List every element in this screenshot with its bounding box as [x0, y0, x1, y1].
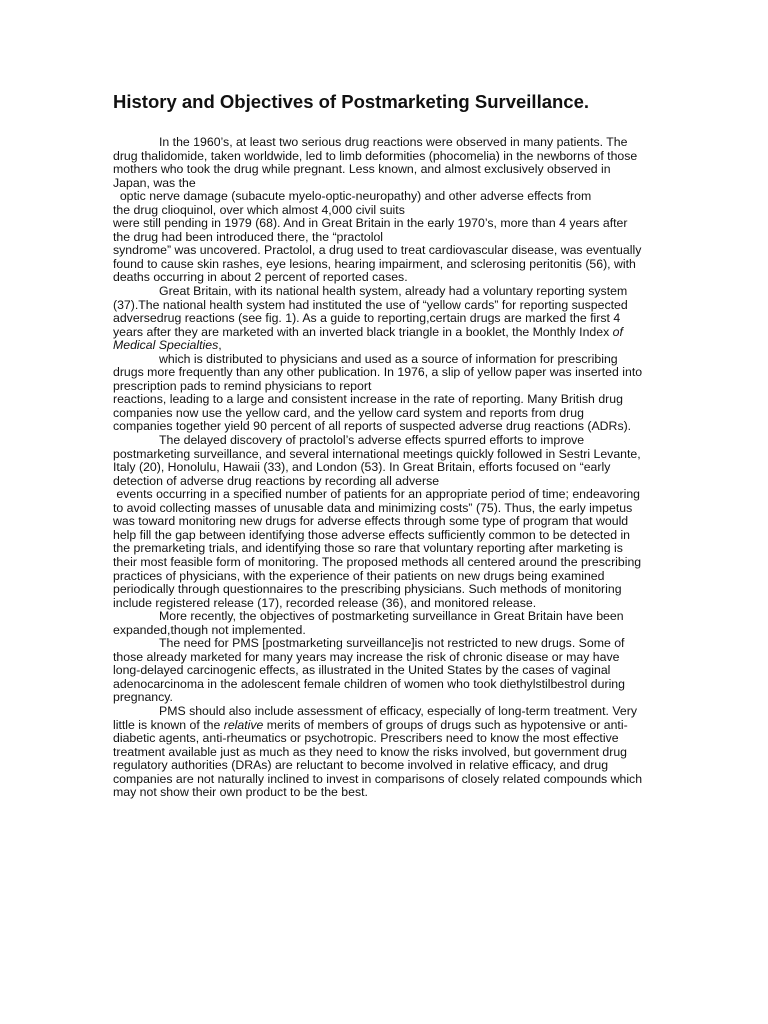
text-line — [113, 339, 661, 353]
text-line — [113, 746, 661, 760]
text-run: which is distributed to physicians and used as a source of information for prescribing — [159, 351, 618, 366]
text-run: was toward monitoring new drugs for adverse effects through some type of program that would — [113, 514, 629, 529]
text-line — [113, 759, 661, 773]
text-line — [113, 488, 661, 502]
text-run: include registered release (17), recorded release (36), and monitored release. — [113, 595, 537, 610]
text-run: the premarketing trials, and identifying those so rare that voluntary reporting after marketing is — [113, 541, 623, 556]
text-line — [113, 515, 661, 529]
text-run: treatment available just as much as they need to know the risks involved, but government drug — [113, 744, 628, 759]
text-line — [113, 190, 661, 204]
text-line — [113, 271, 661, 285]
text-line — [113, 556, 661, 570]
text-line — [113, 773, 661, 787]
paragraph — [113, 434, 661, 488]
text-run: long-delayed carcinogenic effects, as illustrated in the United States by the cases of vaginal — [113, 663, 611, 678]
text-run: companies are not naturally inclined to invest in comparisons of closely related compounds which — [113, 771, 643, 786]
text-line — [113, 393, 661, 407]
text-line — [113, 407, 661, 421]
text-run: reactions, leading to a large and consistent increase in the rate of reporting. Many British drug — [113, 392, 623, 407]
text-line — [113, 217, 661, 231]
paragraph — [113, 488, 661, 610]
text-run: (37).The national health system had instituted the use of “yellow cards” for reporting suspected — [113, 297, 628, 312]
text-run: years after they are marketed with an inverted black triangle in a booklet, the Monthly Index — [113, 324, 613, 339]
text-line — [113, 231, 661, 245]
text-run: , — [218, 338, 222, 353]
text-line — [113, 637, 661, 651]
text-run: regulatory authorities (DRAs) are reluctant to become involved in relative efficacy, and drug — [113, 758, 609, 773]
paragraph — [113, 637, 661, 705]
text-run: detection of adverse drug reactions by recording all adverse — [113, 473, 440, 488]
text-run: drugs more frequently than any other publication. In 1976, a slip of yellow paper was inserted into — [113, 365, 643, 380]
text-run: their most feasible form of monitoring. The proposed methods all centered around the prescribing — [113, 554, 642, 569]
text-line — [113, 732, 661, 746]
text-run: optic nerve damage (subacute myelo-optic-neuropathy) and other adverse effects from — [113, 189, 592, 204]
paragraph — [113, 705, 661, 800]
text-run: The delayed discovery of practolol’s adverse effects spurred efforts to improve — [159, 433, 585, 448]
document-body — [113, 136, 661, 800]
text-line — [113, 244, 661, 258]
text-run: periodically through questionnaires to the prescribing physicians. Such methods of monitoring — [113, 582, 622, 597]
text-line — [113, 664, 661, 678]
text-run: postmarketing surveillance, and several international meetings quickly followed in Sestri Levante, — [113, 446, 641, 461]
text-line — [113, 136, 661, 150]
text-run: expanded,though not implemented. — [113, 622, 306, 637]
document-title: History and Objectives of Postmarketing Surveillance. — [113, 91, 590, 112]
text-run: adenocarcinoma in the adolescent female children of women who took diethylstilbestrol during — [113, 676, 625, 691]
text-line — [113, 529, 661, 543]
paragraph — [113, 217, 661, 244]
text-run: The need for PMS [postmarketing surveillance]is not restricted to new drugs. Some of — [159, 636, 625, 651]
italic-text: Medical Specialties — [113, 338, 219, 353]
paragraph — [113, 393, 661, 434]
text-run: may not show their own product to be the best. — [113, 785, 368, 800]
text-line — [113, 434, 661, 448]
text-line — [113, 475, 661, 489]
text-line — [113, 705, 661, 719]
text-run: the drug clioquinol, over which almost 4,000 civil suits — [113, 202, 405, 217]
text-run: Japan, was the — [113, 175, 196, 190]
text-run: drug thalidomide, taken worldwide, led to limb deformities (phocomelia) in the newborns of those — [113, 148, 638, 163]
text-run: the drug had been introduced there, the “practolol — [113, 229, 384, 244]
text-line — [113, 163, 661, 177]
paragraph — [113, 190, 661, 217]
text-line — [113, 691, 661, 705]
text-run: PMS should also include assessment of efficacy, especially of long-term treatment. Very — [159, 703, 637, 718]
text-run: diabetic agents, anti-rheumatics or psychotropic. Prescribers need to know the most effective — [113, 731, 619, 746]
text-line — [113, 570, 661, 584]
text-line — [113, 312, 661, 326]
text-line — [113, 204, 661, 218]
text-run: those already marketed for many years may increase the risk of chronic disease or may have — [113, 649, 620, 664]
text-line — [113, 610, 661, 624]
text-line — [113, 651, 661, 665]
text-run: syndrome” was uncovered. Practolol, a drug used to treat cardiovascular disease, was eventually — [113, 243, 642, 258]
text-line — [113, 624, 661, 638]
text-line — [113, 366, 661, 380]
text-run: Great Britain, with its national health system, already had a voluntary reporting system — [159, 284, 628, 299]
text-line — [113, 448, 661, 462]
text-line — [113, 786, 661, 800]
text-run: events occurring in a specified number of patients for an appropriate period of time; endeavoring — [113, 487, 641, 502]
text-run: mothers who took the drug while pregnant. Less known, and almost exclusively observed in — [113, 162, 611, 177]
text-line — [113, 719, 661, 733]
text-run: companies now use the yellow card, and the yellow card system and reports from drug — [113, 405, 584, 420]
text-run: Italy (20), Honolulu, Hawaii (33), and London (53). In Great Britain, efforts focused on “early — [113, 460, 611, 475]
text-line — [113, 597, 661, 611]
text-run: were still pending in 1979 (68). And in Great Britain in the early 1970’s, more than 4 years after — [113, 216, 628, 231]
text-line — [113, 285, 661, 299]
text-run: deaths occurring in about 2 percent of reported cases. — [113, 270, 408, 285]
paragraph — [113, 285, 661, 353]
text-line — [113, 420, 661, 434]
text-line — [113, 299, 661, 313]
text-run: little is known of the — [113, 717, 224, 732]
text-run: More recently, the objectives of postmarketing surveillance in Great Britain have been — [159, 609, 624, 624]
text-line — [113, 461, 661, 475]
text-line — [113, 150, 661, 164]
italic-text: of — [612, 324, 623, 339]
text-run: pregnancy. — [113, 690, 173, 705]
text-run: merits of members of groups of drugs such as hypotensive or anti- — [263, 717, 628, 732]
paragraph — [113, 136, 661, 190]
text-line — [113, 258, 661, 272]
italic-text: relative — [223, 717, 264, 732]
text-run: help fill the gap between identifying those adverse effects sufficiently common to be detected in — [113, 527, 631, 542]
text-line — [113, 326, 661, 340]
paragraph — [113, 610, 661, 637]
text-run: adversedrug reactions (see fig. 1). As a guide to reporting,certain drugs are marked the first 4 — [113, 311, 621, 326]
paragraph — [113, 244, 661, 285]
text-line — [113, 502, 661, 516]
text-run: prescription pads to remind physicians to report — [113, 378, 372, 393]
text-run: found to cause skin rashes, eye lesions, hearing impairment, and sclerosing peritonitis (56), with — [113, 256, 636, 271]
text-run: In the 1960’s, at least two serious drug reactions were observed in many patients. The — [159, 135, 628, 149]
text-run: practices of physicians, with the experience of their patients on new drugs being examined — [113, 568, 605, 583]
text-line — [113, 542, 661, 556]
text-line — [113, 353, 661, 367]
text-run: to avoid collecting masses of unusable data and minimizing costs” (75). Thus, the early impetus — [113, 500, 633, 515]
paragraph — [113, 353, 661, 394]
text-line — [113, 678, 661, 692]
text-line — [113, 380, 661, 394]
text-line — [113, 583, 661, 597]
text-run: companies together yield 90 percent of all reports of suspected adverse drug reactions (ADRs). — [113, 419, 632, 434]
text-line — [113, 177, 661, 191]
